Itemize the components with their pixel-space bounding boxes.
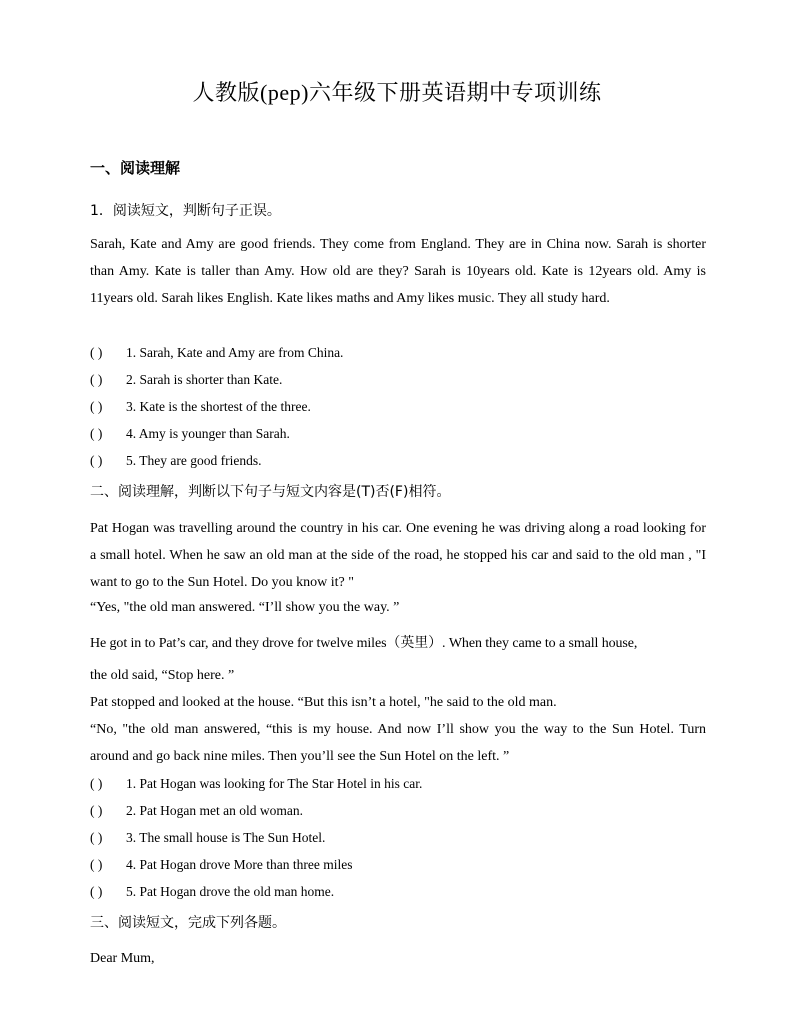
s2-question-3: ( ) 3. The small house is The Sun Hotel. xyxy=(90,830,326,845)
letter-greeting: Dear Mum, xyxy=(90,951,155,966)
s1-question-2: ( ) 2. Sarah is shorter than Kate. xyxy=(90,372,283,387)
section2-paragraph-2: “Yes, "the old man answered. “I’ll show you the way. ” xyxy=(90,600,400,615)
s2-question-5: ( ) 5. Pat Hogan drove the old man home. xyxy=(90,884,335,899)
section3-heading: 三、阅读短文，完成下列各题。 xyxy=(90,915,286,931)
s1-question-3: ( ) 3. Kate is the shortest of the three. xyxy=(90,399,311,414)
s2-question-1: ( ) 1. Pat Hogan was looking for The Star Hotel in his car. xyxy=(90,776,423,791)
section2-paragraph-3-cont: the old said, “Stop here. ” xyxy=(90,668,235,683)
section2-paragraph-5: “No, "the old man answered, “this is my house. And now I’ll show you the way to the Sun Hotel. Turn around and go back nine miles. Then you’ll see the Sun Hotel on the left. ” xyxy=(90,722,706,764)
s1-question-4: ( ) 4. Amy is younger than Sarah. xyxy=(90,426,290,441)
section2-paragraph-3: He got in to Pat’s car, and they drove for twelve miles（英里）. When they came to a small house, xyxy=(90,636,638,651)
s2-question-4: ( ) 4. Pat Hogan drove More than three miles xyxy=(90,857,353,872)
page-title: 人教版(pep)六年级下册英语期中专项训练 xyxy=(192,80,602,105)
section2-paragraph-1: Pat Hogan was travelling around the country in his car. One evening he was driving along a road looking for a small hotel. When he saw an old man at the side of the road, he stopped his car and said to the old man , "I want to go to the Sun Hotel. Do you know it? " xyxy=(90,521,706,590)
section2-heading: 二、阅读理解，判断以下句子与短文内容是(T)否(F)相符。 xyxy=(90,484,451,500)
section1-passage: Sarah, Kate and Amy are good friends. They come from England. They are in China now. Sarah is shorter than Amy. Kate is taller than Amy. How old are they? Sarah is 10years old. Kate is 12years old. Amy is 11years old. Sarah likes English. Kate likes maths and Amy likes music. They all study hard. xyxy=(90,237,706,306)
section2-paragraph-4: Pat stopped and looked at the house. “But this isn’t a hotel, "he said to the old man. xyxy=(90,695,557,710)
section1-instruction: 1．阅读短文，判断句子正误。 xyxy=(90,203,281,219)
section1-heading: 一、阅读理解 xyxy=(90,159,181,177)
s1-question-5: ( ) 5. They are good friends. xyxy=(90,453,262,468)
s1-question-1: ( ) 1. Sarah, Kate and Amy are from China. xyxy=(90,345,344,360)
s2-question-2: ( ) 2. Pat Hogan met an old woman. xyxy=(90,803,303,818)
